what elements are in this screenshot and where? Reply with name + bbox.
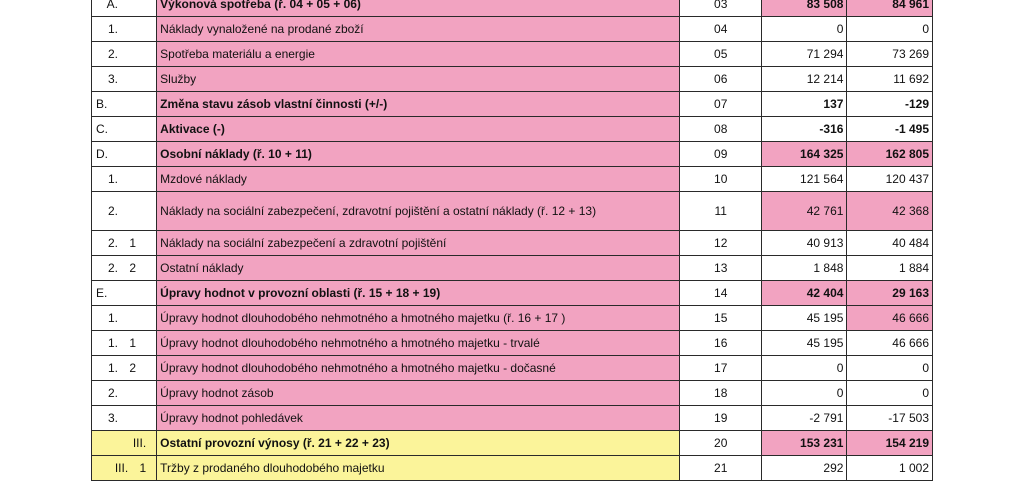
row-label: Osobní náklady (ř. 10 + 11) [157, 142, 680, 167]
row-code: 2. [92, 381, 157, 406]
row-number: 13 [680, 256, 761, 281]
row-label: Aktivace (-) [157, 117, 680, 142]
row-code: 2. [92, 192, 157, 231]
row-label: Úpravy hodnot dlouhodobého nehmotného a hmotného majetku - trvalé [157, 331, 680, 356]
row-code: 2. [92, 42, 157, 67]
value-previous: 154 219 [847, 431, 933, 456]
row-code: 2. 2 [92, 256, 157, 281]
value-current: -2 791 [761, 406, 847, 431]
row-code: 1. [92, 17, 157, 42]
row-code: III. 1 [92, 456, 157, 481]
row-label: Úpravy hodnot v provozní oblasti (ř. 15 + 18 + 19) [157, 281, 680, 306]
value-previous: 46 666 [847, 331, 933, 356]
table-row [92, 256, 933, 281]
row-label [157, 192, 680, 231]
table-row [92, 42, 933, 67]
row-number: 18 [680, 381, 761, 406]
row-number: 20 [680, 431, 761, 456]
table-row [92, 306, 933, 331]
value-current: 121 564 [761, 167, 847, 192]
value-previous: 162 805 [847, 142, 933, 167]
value-previous: 84 961 [847, 0, 933, 17]
row-label: Úpravy hodnot pohledávek [157, 406, 680, 431]
row-number: 16 [680, 331, 761, 356]
value-previous: 1 002 [847, 456, 933, 481]
row-code: C. [92, 117, 157, 142]
row-number: 10 [680, 167, 761, 192]
value-previous: 0 [847, 17, 933, 42]
row-code: 1. [92, 306, 157, 331]
value-previous: 1 884 [847, 256, 933, 281]
row-number: 19 [680, 406, 761, 431]
row-label: Náklady na sociální zabezpečení a zdravotní pojištění [157, 231, 680, 256]
table-row [92, 381, 933, 406]
value-current: 0 [761, 17, 847, 42]
row-code: 1. 1 [92, 331, 157, 356]
row-label: Náklady vynaložené na prodané zboží [157, 17, 680, 42]
table-row [92, 406, 933, 431]
value-current: 71 294 [761, 42, 847, 67]
row-label: Změna stavu zásob vlastní činnosti (+/-) [157, 92, 680, 117]
value-current: 45 195 [761, 306, 847, 331]
value-current: 137 [761, 92, 847, 117]
value-current: -316 [761, 117, 847, 142]
row-number: 17 [680, 356, 761, 381]
row-code: 3. [92, 67, 157, 92]
row-code: III. [92, 431, 157, 456]
table-row [92, 192, 933, 231]
value-previous: 40 484 [847, 231, 933, 256]
table-row [92, 431, 933, 456]
value-previous: -129 [847, 92, 933, 117]
row-number: 21 [680, 456, 761, 481]
value-previous: -17 503 [847, 406, 933, 431]
row-number: 14 [680, 281, 761, 306]
table-row [92, 231, 933, 256]
value-previous: 0 [847, 381, 933, 406]
table-row [92, 356, 933, 381]
row-label: Tržby z prodaného dlouhodobého majetku [157, 456, 680, 481]
row-label: Mzdové náklady [157, 167, 680, 192]
value-previous: -1 495 [847, 117, 933, 142]
table-row [92, 17, 933, 42]
table-row [92, 117, 933, 142]
row-label: Úpravy hodnot dlouhodobého nehmotného a hmotného majetku - dočasné [157, 356, 680, 381]
row-label: Služby [157, 67, 680, 92]
table-row [92, 167, 933, 192]
row-label-text: Náklady na sociální zabezpečení, zdravotní pojištění a ostatní náklady (ř. 12 + 13) [160, 203, 597, 218]
value-current: 292 [761, 456, 847, 481]
value-previous: 120 437 [847, 167, 933, 192]
row-number: 05 [680, 42, 761, 67]
row-number: 08 [680, 117, 761, 142]
value-current: 83 508 [761, 0, 847, 17]
value-current: 0 [761, 356, 847, 381]
table-row [92, 67, 933, 92]
row-label: Výkonová spotřeba (ř. 04 + 05 + 06) [157, 0, 680, 17]
value-previous: 11 692 [847, 67, 933, 92]
value-current: 1 848 [761, 256, 847, 281]
value-current: 42 404 [761, 281, 847, 306]
row-code: E. [92, 281, 157, 306]
value-previous: 0 [847, 356, 933, 381]
table-row [92, 142, 933, 167]
row-number: 03 [680, 0, 761, 17]
row-code: 3. [92, 406, 157, 431]
value-current: 45 195 [761, 331, 847, 356]
table-row [92, 0, 933, 17]
row-label: Úpravy hodnot dlouhodobého nehmotného a hmotného majetku (ř. 16 + 17 ) [157, 306, 680, 331]
value-current: 164 325 [761, 142, 847, 167]
row-number: 06 [680, 67, 761, 92]
row-label: Úpravy hodnot zásob [157, 381, 680, 406]
table-row [92, 92, 933, 117]
row-number: 15 [680, 306, 761, 331]
table-row [92, 281, 933, 306]
row-number: 07 [680, 92, 761, 117]
row-number: 04 [680, 17, 761, 42]
row-number: 11 [680, 192, 761, 231]
row-label: Ostatní náklady [157, 256, 680, 281]
row-number: 09 [680, 142, 761, 167]
value-current: 40 913 [761, 231, 847, 256]
row-code: 1. [92, 167, 157, 192]
row-code: D. [92, 142, 157, 167]
value-current: 42 761 [761, 192, 847, 231]
row-number: 12 [680, 231, 761, 256]
value-previous: 73 269 [847, 42, 933, 67]
value-previous: 29 163 [847, 281, 933, 306]
value-current: 12 214 [761, 67, 847, 92]
value-previous: 46 666 [847, 306, 933, 331]
value-current: 0 [761, 381, 847, 406]
table-row [92, 331, 933, 356]
value-previous: 42 368 [847, 192, 933, 231]
financial-statement-table [91, 0, 933, 481]
row-label: Ostatní provozní výnosy (ř. 21 + 22 + 23) [157, 431, 680, 456]
row-code: 2. 1 [92, 231, 157, 256]
table-row [92, 456, 933, 481]
row-code: A. [92, 0, 157, 17]
row-label: Spotřeba materiálu a energie [157, 42, 680, 67]
row-code: B. [92, 92, 157, 117]
value-current: 153 231 [761, 431, 847, 456]
row-code: 1. 2 [92, 356, 157, 381]
